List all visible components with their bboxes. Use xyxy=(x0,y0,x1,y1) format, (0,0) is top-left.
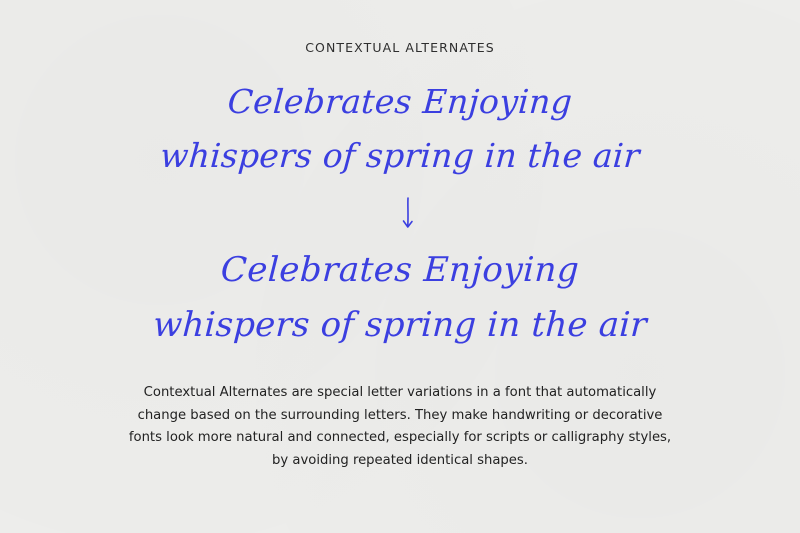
sample-before-line-1: Celebrates Enjoying xyxy=(226,82,574,121)
sample-before-line-2: whispers of spring in the air xyxy=(158,136,642,175)
sample-after-line-1: Celebrates Enjoying xyxy=(219,250,581,290)
arrow-down-icon xyxy=(398,196,418,232)
section-heading: CONTEXTUAL ALTERNATES xyxy=(305,40,495,55)
description-paragraph: Contextual Alternates are special letter variations in a font that automatically change based on the surrounding letters. They make handwriting or decorative fonts look more natural and connected, especially for scripts or calligraphy styles, by avoiding repeated identical shapes. xyxy=(128,385,672,468)
sample-after-line-2: whispers of spring in the air xyxy=(152,305,648,345)
